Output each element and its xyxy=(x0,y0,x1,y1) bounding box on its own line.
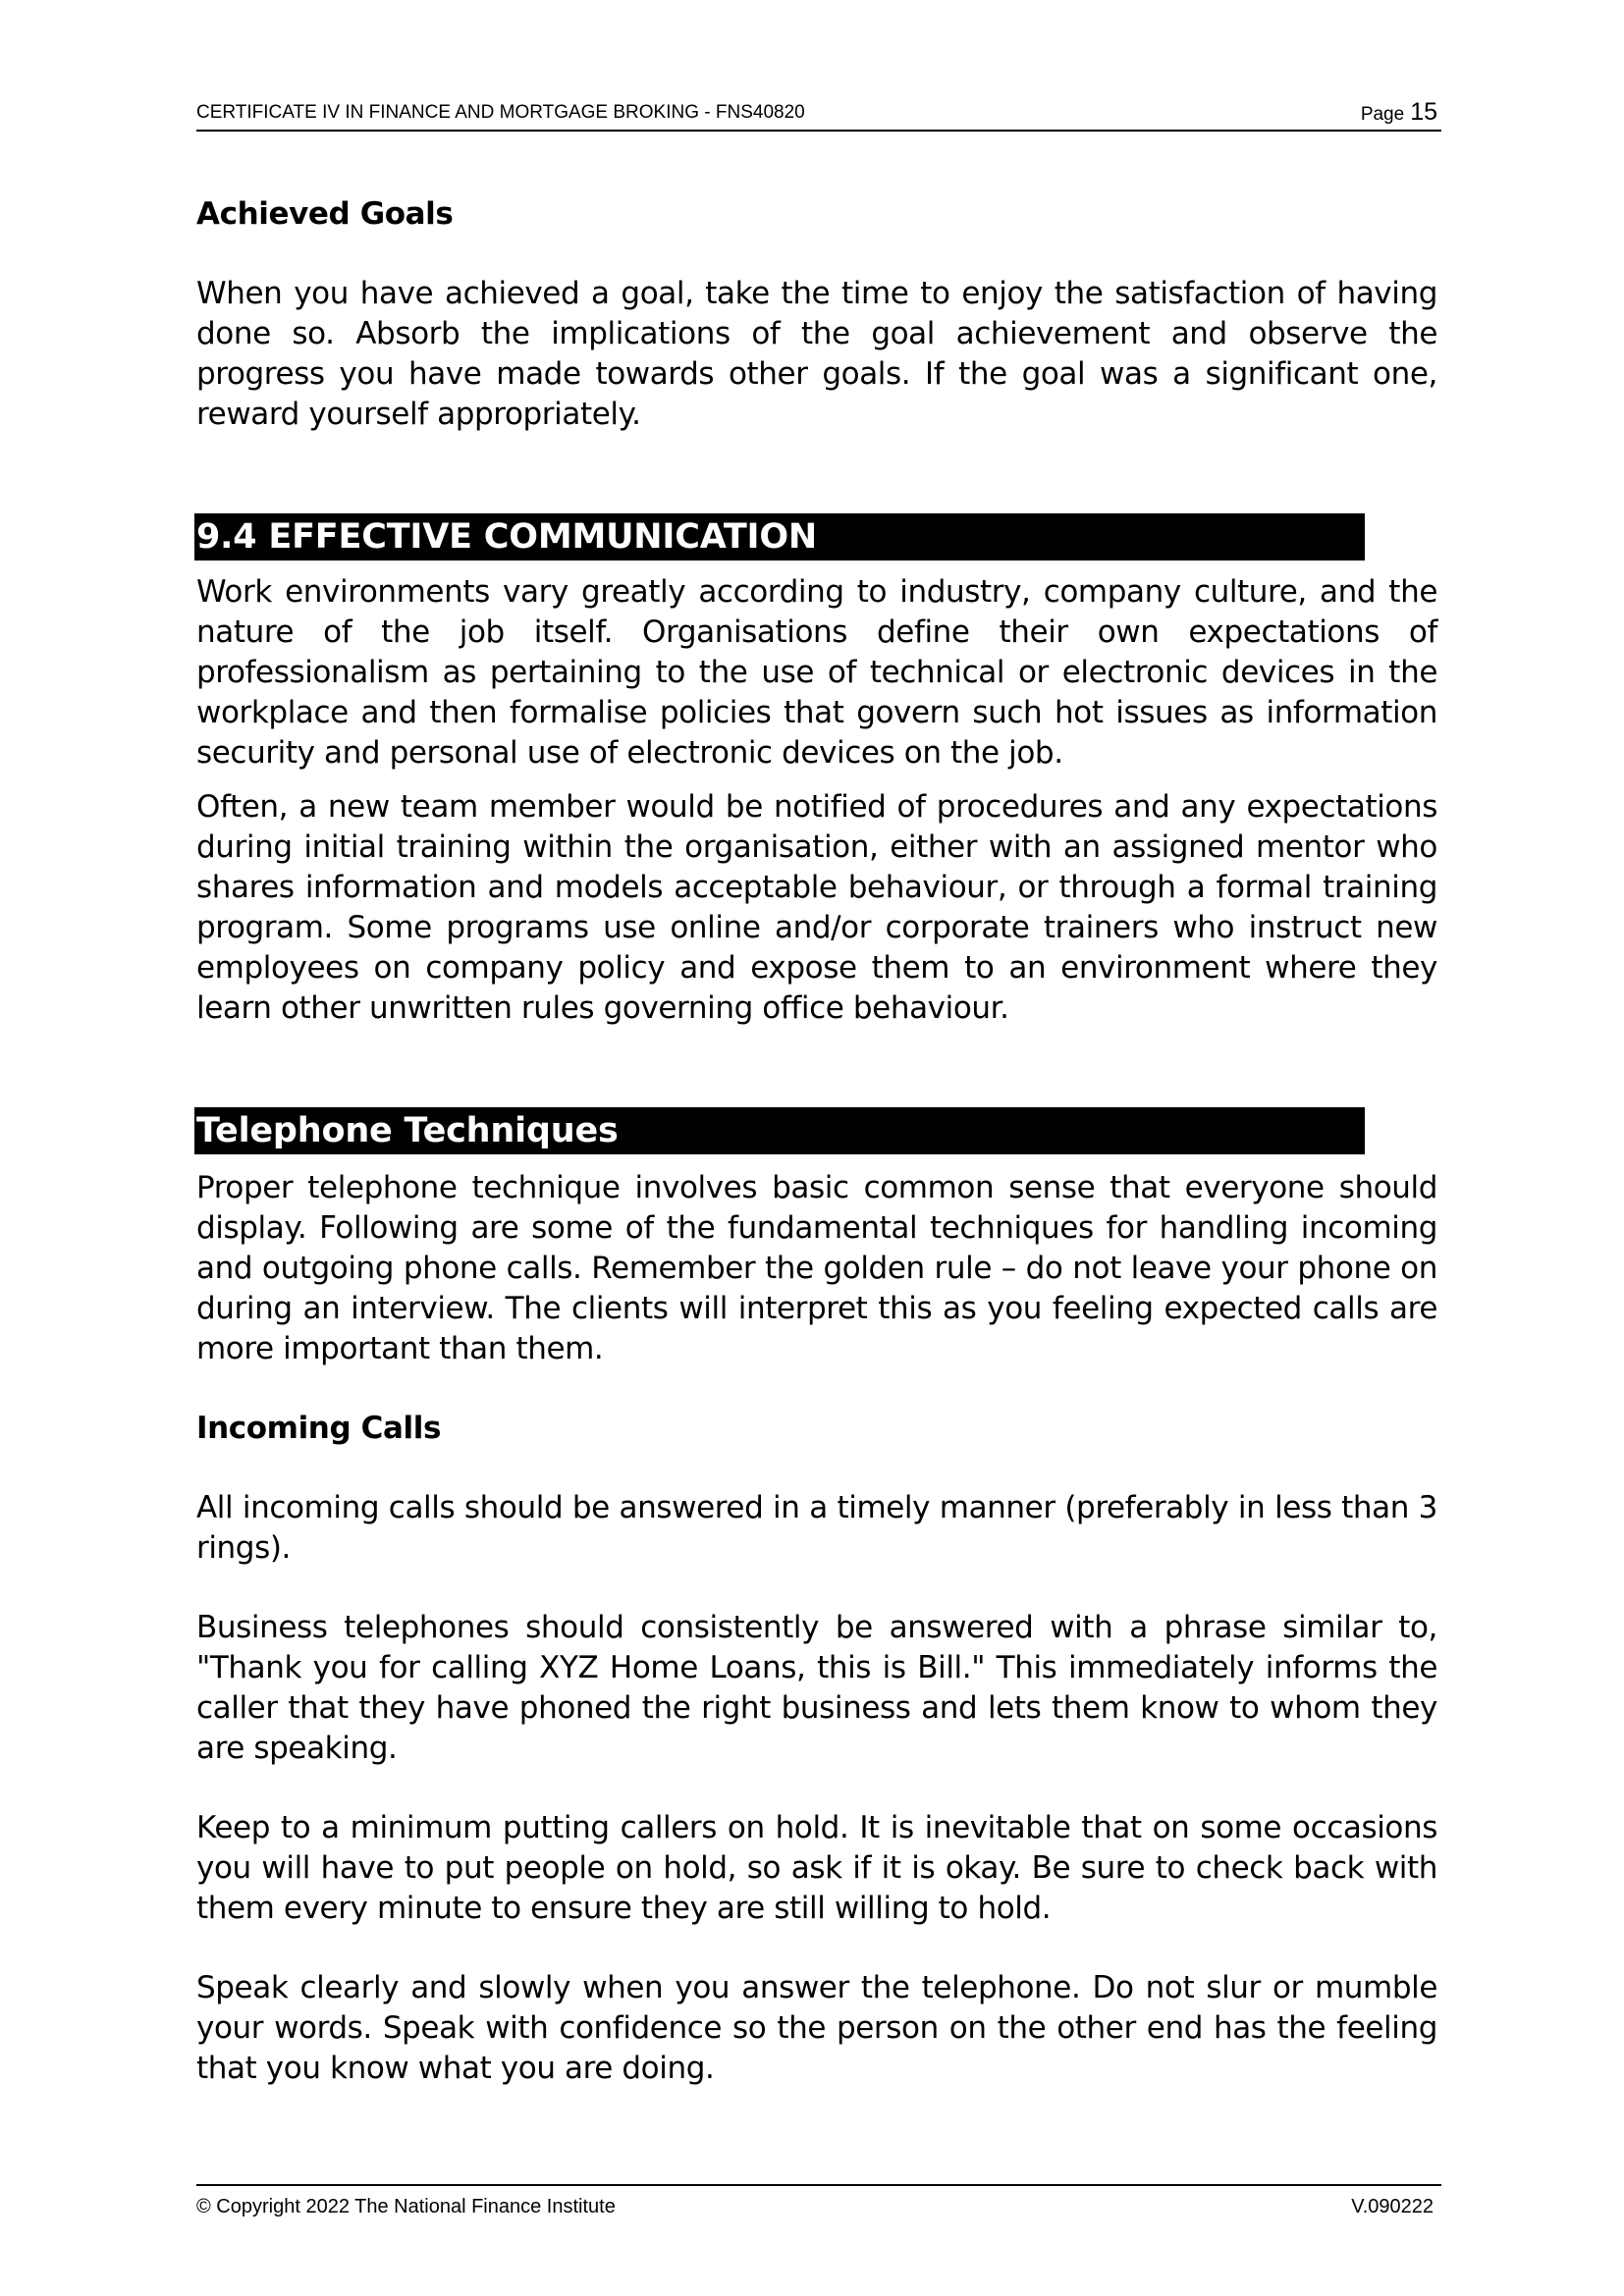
incoming-calls-paragraph: Keep to a minimum putting callers on hold. It is inevitable that on some occasions you will have to put people on hold, so ask if it is okay. Be sure to check back with them every minute to ensure they are still willing to hold. xyxy=(196,1810,1437,1926)
page-header xyxy=(196,98,1441,132)
version-text: V.090222 xyxy=(1351,2196,1434,2217)
page-indicator xyxy=(1361,98,1437,127)
copyright-text: © Copyright 2022 The National Finance Institute xyxy=(196,2196,616,2217)
telephone-techniques-paragraph: Proper telephone technique involves basic common sense that everyone should display. Following are some of the fundamental techniques for handling incoming and outgoing phone calls. Remember the golden rule – do not leave your phone on during an interview. The clients will interpret this as you feeling expected calls are more important than them. xyxy=(196,1170,1437,1366)
communication-paragraph: Work environments vary greatly according to industry, company culture, and the nature of the job itself. Organisations define their own expectations of professionalism as pertaining to the use of technical or electronic devices in the workplace and then formalise policies that govern such hot issues as information security and personal use of electronic devices on the job. xyxy=(196,574,1437,771)
telephone-techniques-heading: Telephone Techniques xyxy=(194,1107,1365,1154)
effective-communication-heading: 9.4 EFFECTIVE COMMUNICATION xyxy=(194,513,1365,561)
page-content xyxy=(196,194,1437,2089)
achieved-goals-heading: Achieved Goals xyxy=(196,196,454,232)
document-title: CERTIFICATE IV IN FINANCE AND MORTGAGE BROKING - FNS40820 xyxy=(196,102,805,123)
communication-paragraph: Often, a new team member would be notified of procedures and any expectations during initial training within the organisation, either with an assigned mentor who shares information and models acceptable behaviour, or through a formal training program. Some programs use online and/or corporate trainers who instruct new employees on company policy and expose them to an environment where they learn other unwritten rules governing office behaviour. xyxy=(196,789,1437,1026)
page-number: 15 xyxy=(1410,98,1437,126)
incoming-calls-paragraph: All incoming calls should be answered in a timely manner (preferably in less than 3 rings). xyxy=(196,1490,1437,1566)
page-label: Page xyxy=(1360,104,1405,125)
achieved-goals-paragraph: When you have achieved a goal, take the time to enjoy the satisfaction of having done so. Absorb the implications of the goal achievement and observe the progress you have made towards other goals. If the goal was a significant one, reward yourself appropriately. xyxy=(196,276,1437,432)
page-footer xyxy=(196,2184,1441,2217)
incoming-calls-paragraph: Business telephones should consistently be answered with a phrase similar to, "Thank you for calling XYZ Home Loans, this is Bill." This immediately informs the caller that they have phoned the right business and lets them know to whom they are speaking. xyxy=(196,1610,1437,1766)
incoming-calls-paragraph: Speak clearly and slowly when you answer the telephone. Do not slur or mumble your words. Speak with confidence so the person on the other end has the feeling that you know what you are doing. xyxy=(196,1970,1437,2086)
incoming-calls-heading: Incoming Calls xyxy=(196,1411,442,1446)
